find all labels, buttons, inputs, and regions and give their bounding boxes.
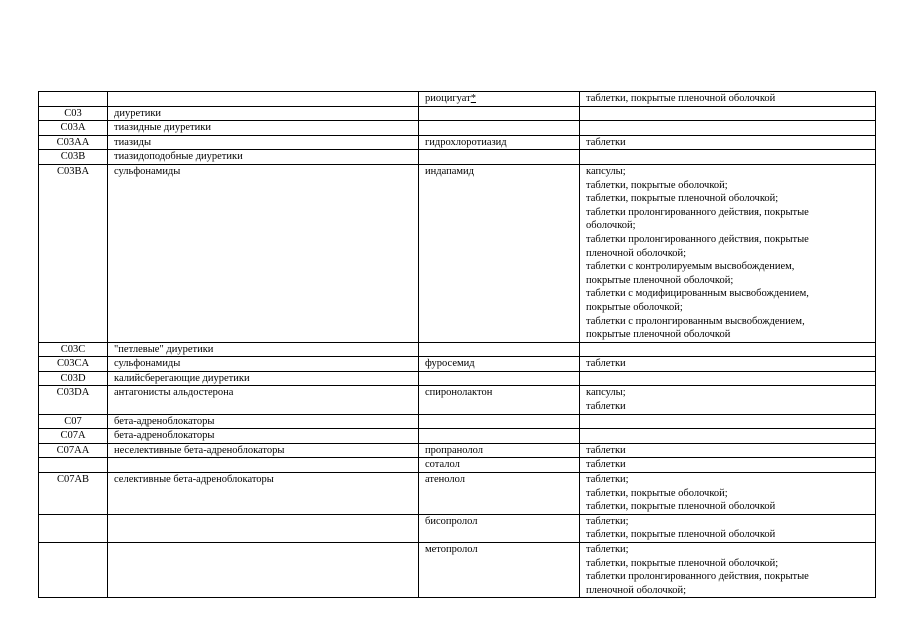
pharmacological-group-cell: бета-адреноблокаторы [108, 429, 419, 444]
dosage-form-cell [580, 92, 876, 107]
pharmacological-group-cell: тиазиды [108, 135, 419, 150]
dosage-form-cell [580, 106, 876, 121]
pharmacological-group-cell: диуретики [108, 106, 419, 121]
pharmacological-group-cell: бета-адреноблокаторы [108, 414, 419, 429]
dosage-form-line: таблетки [586, 136, 626, 148]
table-row [39, 414, 876, 429]
atc-code-cell [39, 514, 108, 542]
drug-name-cell [419, 429, 580, 444]
table-row [39, 543, 876, 598]
footnote-marker[interactable]: * [470, 93, 477, 104]
drug-name: фуросемид [425, 358, 475, 370]
dosage-form-line: таблетки, покрытые пленочной оболочкой [586, 529, 776, 541]
drug-name: гидрохлоротиазид [425, 136, 507, 148]
atc-code-cell: C03C [39, 342, 108, 357]
dosage-form-cell [580, 357, 876, 372]
table-row [39, 135, 876, 150]
pharmacological-group-cell: тиазидные диуретики [108, 121, 419, 136]
atc-code-cell: C03DA [39, 386, 108, 414]
dosage-form-line: таблетки, покрытые пленочной оболочкой; [586, 193, 779, 205]
atc-code-cell: C03AA [39, 135, 108, 150]
atc-code-cell [39, 92, 108, 107]
table-row [39, 473, 876, 515]
drug-name: спиронолактон [425, 387, 493, 399]
pharmacological-group-cell: неселективные бета-адреноблокаторы [108, 443, 419, 458]
atc-code-cell: C07AA [39, 443, 108, 458]
pharmacological-group-cell: "петлевые" диуретики [108, 342, 419, 357]
dosage-form-line: покрытые оболочкой; [586, 301, 683, 313]
atc-code-cell: C03BA [39, 164, 108, 342]
dosage-form-line: таблетки, покрытые пленочной оболочкой [586, 93, 776, 104]
pharmacological-group-cell [108, 92, 419, 107]
drug-name-cell [419, 458, 580, 473]
dosage-form-line: таблетки пролонгированного действия, покрытые [586, 571, 809, 583]
dosage-form-cell [580, 543, 876, 598]
dosage-form-cell [580, 514, 876, 542]
drug-name-cell [419, 135, 580, 150]
dosage-form-cell [580, 371, 876, 386]
atc-code-cell: C03A [39, 121, 108, 136]
dosage-form-line: таблетки пролонгированного действия, покрытые [586, 233, 809, 245]
pharmacological-group-cell: калийсберегающие диуретики [108, 371, 419, 386]
drug-name-cell [419, 514, 580, 542]
dosage-form-line: таблетки, покрытые пленочной оболочкой; [586, 557, 779, 569]
dosage-form-cell [580, 473, 876, 515]
drug-name-cell [419, 164, 580, 342]
drug-name-cell [419, 342, 580, 357]
dosage-form-line: таблетки с модифицированным высвобождением, [586, 288, 809, 300]
pharmacological-group-cell: сульфонамиды [108, 357, 419, 372]
pharmacological-group-cell: тиазидоподобные диуретики [108, 150, 419, 165]
dosage-form-line: таблетки [586, 401, 626, 413]
drug-name-cell [419, 371, 580, 386]
table-row [39, 150, 876, 165]
drug-name-cell [419, 543, 580, 598]
dosage-form-cell [580, 414, 876, 429]
drug-name-cell [419, 92, 580, 107]
dosage-form-line: таблетки [586, 459, 626, 471]
pharmacological-group-cell: селективные бета-адреноблокаторы [108, 473, 419, 515]
dosage-form-line: таблетки [586, 444, 626, 456]
dosage-form-cell [580, 458, 876, 473]
dosage-form-cell [580, 386, 876, 414]
pharmacological-group-cell [108, 458, 419, 473]
dosage-form-line: таблетки; [586, 544, 629, 555]
table-row [39, 106, 876, 121]
atc-code-cell [39, 543, 108, 598]
dosage-form-cell [580, 429, 876, 444]
table-row [39, 357, 876, 372]
drug-name-cell [419, 386, 580, 414]
atc-code-cell: C03D [39, 371, 108, 386]
drug-name: индапамид [425, 165, 474, 177]
dosage-form-line: таблетки; [586, 515, 629, 527]
dosage-form-line: таблетки [586, 358, 626, 370]
atc-code-cell: C07AB [39, 473, 108, 515]
dosage-form-cell [580, 164, 876, 342]
drug-name: бисопролол [425, 515, 478, 527]
table-row [39, 429, 876, 444]
dosage-form-line: покрытые пленочной оболочкой; [586, 274, 734, 286]
atc-code-cell [39, 458, 108, 473]
dosage-form-line: таблетки, покрытые пленочной оболочкой [586, 501, 776, 513]
pharmacological-group-cell: сульфонамиды [108, 164, 419, 342]
atc-code-cell: C07A [39, 429, 108, 444]
pharmacological-group-cell [108, 543, 419, 598]
dosage-form-line: пленочной оболочкой; [586, 584, 687, 596]
dosage-form-line: таблетки пролонгированного действия, покрытые [586, 206, 809, 218]
table-row [39, 514, 876, 542]
drug-name: пропранолол [425, 444, 483, 456]
drug-name: соталол [425, 459, 460, 471]
dosage-form-cell [580, 121, 876, 136]
drug-name-cell [419, 414, 580, 429]
dosage-form-line: пленочной оболочкой; [586, 247, 687, 259]
atc-code-cell: C03B [39, 150, 108, 165]
drug-classification-table [38, 91, 876, 598]
dosage-form-line: таблетки с пролонгированным высвобождением, [586, 315, 805, 327]
drug-name: атенолол [425, 474, 465, 486]
table-row [39, 371, 876, 386]
pharmacological-group-cell [108, 514, 419, 542]
drug-name-cell [419, 106, 580, 121]
table-row [39, 92, 876, 107]
dosage-form-cell [580, 443, 876, 458]
dosage-form-line: оболочкой; [586, 220, 636, 232]
dosage-form-cell [580, 342, 876, 357]
atc-code-cell: C07 [39, 414, 108, 429]
dosage-form-line: таблетки, покрытые оболочкой; [586, 487, 728, 499]
dosage-form-line: таблетки, покрытые оболочкой; [586, 179, 728, 191]
drug-name-cell [419, 473, 580, 515]
atc-code-cell: C03CA [39, 357, 108, 372]
table-row [39, 458, 876, 473]
table-row [39, 164, 876, 342]
drug-name-cell [419, 443, 580, 458]
pharmacological-group-cell: антагонисты альдостерона [108, 386, 419, 414]
dosage-form-cell [580, 150, 876, 165]
table-row [39, 443, 876, 458]
dosage-form-line: таблетки с контролируемым высвобождением, [586, 261, 795, 273]
dosage-form-line: капсулы; [586, 387, 626, 399]
table-row [39, 342, 876, 357]
drug-name: метопролол [425, 544, 478, 555]
table-row [39, 386, 876, 414]
atc-code-cell: C03 [39, 106, 108, 121]
dosage-form-line: таблетки; [586, 474, 629, 486]
dosage-form-line: капсулы; [586, 165, 626, 177]
dosage-form-cell [580, 135, 876, 150]
drug-name: риоцигуат [425, 93, 471, 104]
drug-name-cell [419, 121, 580, 136]
table-row [39, 121, 876, 136]
dosage-form-line: покрытые пленочной оболочкой [586, 329, 731, 341]
drug-name-cell [419, 357, 580, 372]
table-body [39, 92, 876, 598]
drug-name-cell [419, 150, 580, 165]
